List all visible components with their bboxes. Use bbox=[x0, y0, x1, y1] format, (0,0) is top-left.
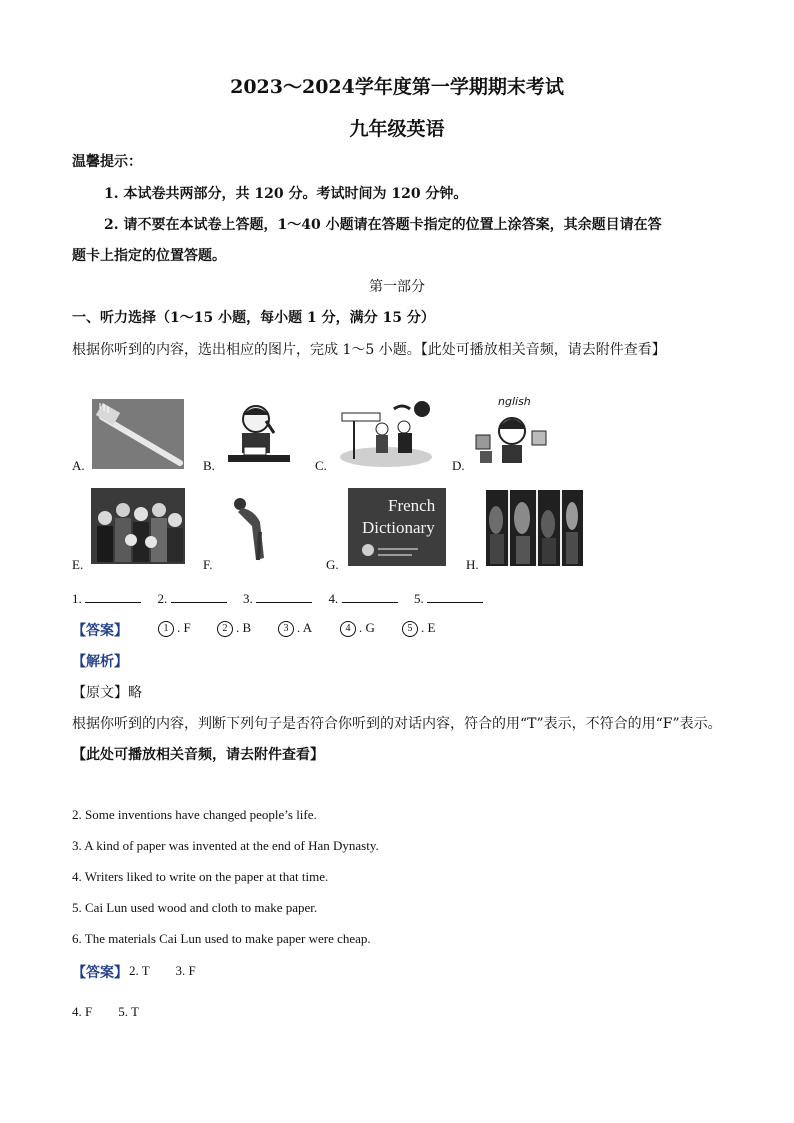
section-instruction: 根据你听到的内容，选出相应的图片，完成 1～5 小题。【此处可播放相关音频，请去附件查看】 bbox=[72, 342, 666, 358]
concert-crowd-image bbox=[486, 490, 583, 566]
answer-item-5: 5 . E bbox=[402, 620, 435, 637]
girl-english-image bbox=[474, 395, 550, 469]
blank-label-4: 4. bbox=[328, 591, 339, 606]
signpost-image bbox=[338, 399, 434, 469]
book-logo-icon bbox=[362, 544, 374, 556]
part-heading: 第一部分 bbox=[369, 279, 425, 295]
option-label-d: D. bbox=[452, 458, 465, 473]
option-label-a: A. bbox=[72, 458, 85, 473]
option-label-f: F. bbox=[203, 557, 213, 572]
analysis-label: 【解析】 bbox=[72, 654, 128, 670]
toothbrush-image bbox=[92, 399, 184, 469]
blank-label-2: 2. bbox=[157, 591, 168, 606]
original-value: 略 bbox=[128, 685, 142, 701]
boy-at-desk-image bbox=[226, 399, 292, 469]
original-label: 【原文】 bbox=[72, 685, 128, 701]
book-subtitle-line bbox=[378, 548, 418, 550]
section-title: 一、听力选择（1～15 小题，每小题 1 分，满分 15 分） bbox=[72, 310, 435, 326]
option-label-h: H. bbox=[466, 557, 479, 572]
french-dictionary-image bbox=[348, 488, 446, 566]
option-label-b: B. bbox=[203, 458, 215, 473]
notice-label: 温馨提示： bbox=[72, 154, 142, 170]
answer-item-2: 2 . B bbox=[217, 620, 251, 637]
book-title-line1: French bbox=[388, 496, 436, 515]
original-text bbox=[72, 682, 142, 702]
notice-item-1: 1. 本试卷共两部分，共 120 分。考试时间为 120 分钟。 bbox=[104, 186, 468, 202]
blank-1[interactable] bbox=[85, 590, 141, 603]
exam-subtitle: 九年级英语 bbox=[349, 118, 445, 140]
statement-5: 5. Cai Lun used wood and cloth to make paper. bbox=[72, 900, 318, 915]
notice-item-2: 2. 请不要在本试卷上答题，1～40 小题请在答题卡指定的位置上涂答案，其余题目请在答 bbox=[104, 217, 662, 233]
book-subtitle-line bbox=[378, 554, 412, 556]
option-label-e: E. bbox=[72, 557, 84, 572]
family-photo-image bbox=[91, 488, 185, 564]
english-caption: nglish bbox=[498, 395, 531, 408]
notice-item-2-cont: 题卡上指定的位置答题。 bbox=[72, 248, 226, 264]
exam-title: 2023～2024学年度第一学期期末考试 bbox=[230, 76, 564, 98]
blank-row bbox=[72, 590, 483, 607]
blank-3[interactable] bbox=[256, 590, 312, 603]
tf-audio-note: 【此处可播放相关音频，请去附件查看】 bbox=[72, 747, 324, 763]
bowing-person-icon bbox=[226, 492, 278, 564]
concert-crowd-icon bbox=[486, 490, 583, 566]
boy-at-desk-icon bbox=[226, 399, 292, 469]
statement-4: 4. Writers liked to write on the paper at that time. bbox=[72, 869, 329, 884]
statement-3: 3. A kind of paper was invented at the end of Han Dynasty. bbox=[72, 838, 379, 853]
statement-2: 2. Some inventions have changed people’s life. bbox=[72, 807, 317, 822]
bowing-person-image bbox=[226, 492, 278, 564]
blank-label-3: 3. bbox=[243, 591, 253, 606]
blank-4[interactable] bbox=[342, 590, 398, 603]
option-label-c: C. bbox=[315, 458, 327, 473]
tf-instruction: 根据你听到的内容，判断下列句子是否符合你听到的对话内容，符合的用“T”表示，不符合的用“F”表示。 bbox=[72, 716, 722, 732]
answer-item-1: 1 . F bbox=[158, 620, 191, 637]
answer-label: 【答案】 bbox=[72, 623, 128, 639]
book-title-line2: Dictionary bbox=[362, 518, 435, 537]
option-label-g: G. bbox=[326, 557, 339, 572]
family-group-icon bbox=[91, 488, 185, 564]
blank-5[interactable] bbox=[427, 590, 483, 603]
blank-label-1: 1. bbox=[72, 591, 82, 606]
answer2-label: 【答案】 bbox=[72, 965, 128, 981]
answer2-line1: 2. T 3. F bbox=[129, 963, 196, 978]
signpost-icon bbox=[338, 399, 434, 469]
blank-2[interactable] bbox=[171, 590, 227, 603]
blank-label-5: 5. bbox=[414, 591, 424, 606]
answer-item-4: 4 . G bbox=[340, 620, 375, 637]
answer2-line2: 4. F 5. T bbox=[72, 1004, 139, 1019]
statement-6: 6. The materials Cai Lun used to make paper were cheap. bbox=[72, 931, 371, 946]
toothbrush-icon bbox=[92, 399, 184, 469]
answer-item-3: 3 . A bbox=[278, 620, 312, 637]
